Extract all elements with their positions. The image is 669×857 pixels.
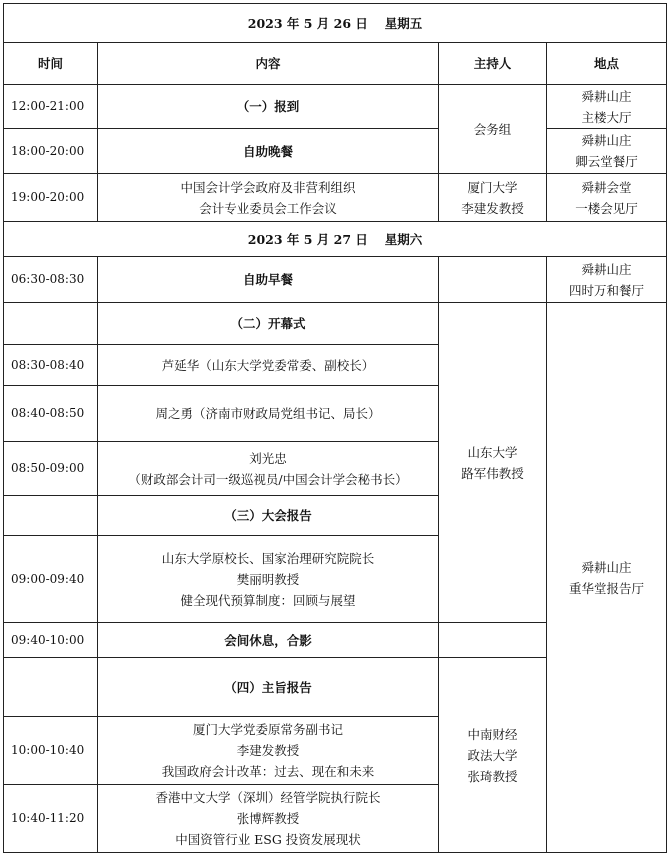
section-title-opening: （二）开幕式 [98,303,439,345]
schedule-table [3,3,667,853]
host-cell [439,658,547,853]
content-line: 厦门大学党委原常务副书记 [192,722,343,737]
time-cell: 10:40-11:20 [4,785,98,853]
col-header-host: 主持人 [439,43,547,85]
location-line: 舜耕山庄 [581,133,632,148]
location-cell [547,174,667,222]
table-row [4,85,667,129]
content-line: 我国政府会计改革：过去、现在和未来 [161,764,375,779]
content-line: 中国资管行业 ESG 投资发展现状 [175,832,361,847]
location-cell [547,129,667,174]
time-cell: 08:40-08:50 [4,386,98,442]
location-line: 舜耕山庄 [581,88,632,104]
time-cell [4,496,98,536]
day1-header: 2023 年 5 月 26 日 星期五 [4,4,667,43]
location-line: 主楼大厅 [581,109,632,125]
host-line: 路军伟教授 [461,465,524,481]
time-cell: 08:50-09:00 [4,442,98,496]
content-cell [98,785,439,853]
content-cell [98,442,439,496]
section-row [4,303,667,345]
time-cell: 06:30-08:30 [4,257,98,303]
location-line: 一楼会见厅 [575,200,638,216]
content-cell: 周之勇（济南市财政局党组书记、局长） [98,386,439,442]
location-line: 舜耕会堂 [581,179,632,195]
host-line: 政法大学 [467,747,518,763]
content-cell [98,174,439,222]
location-cell [547,85,667,129]
host-cell [439,257,547,303]
col-header-time: 时间 [4,43,98,85]
table-row [4,257,667,303]
content-cell: 芦延华（山东大学党委常委、副校长） [98,345,439,386]
content-cell: 自助早餐 [98,257,439,303]
location-cell [547,257,667,303]
host-cell [439,623,547,658]
time-cell: 18:00-20:00 [4,129,98,174]
content-line: 樊丽明教授 [236,571,300,587]
content-cell: 自助晚餐 [98,129,439,174]
host-cell [439,174,547,222]
time-cell: 12:00-21:00 [4,85,98,129]
location-line: 重华堂报告厅 [568,580,644,596]
time-cell [4,658,98,717]
table-row [4,129,667,174]
location-line: 舜耕山庄 [581,559,632,575]
content-cell: 会间休息，合影 [98,623,439,658]
content-line: 中国会计学会政府及非营利组织 [180,179,356,195]
content-line: 香港中文大学（深圳）经管学院执行院长 [155,790,381,805]
time-cell: 10:00-10:40 [4,717,98,785]
table-row [4,174,667,222]
time-cell [4,303,98,345]
col-header-location: 地点 [547,43,667,85]
host-line: 中南财经 [467,726,518,742]
host-cell: 会务组 [439,85,547,174]
content-cell [98,536,439,623]
location-line: 卿云堂餐厅 [575,154,638,169]
day2-header-row [4,222,667,257]
host-line: 张琦教授 [467,768,518,784]
time-cell: 09:00-09:40 [4,536,98,623]
col-header-content: 内容 [98,43,439,85]
content-cell [98,717,439,785]
section-title-keynote: （四）主旨报告 [98,658,439,717]
section-title-plenary: （三）大会报告 [98,496,439,536]
content-cell: （一）报到 [98,85,439,129]
content-line: 张博辉教授 [236,811,300,826]
time-cell: 19:00-20:00 [4,174,98,222]
location-line: 舜耕山庄 [581,261,632,277]
content-line: 会计专业委员会工作会议 [199,200,337,216]
host-cell [439,303,547,623]
content-line: 健全现代预算制度：回顾与展望 [180,592,356,608]
column-header-row [4,43,667,85]
location-cell [547,303,667,853]
content-line: 山东大学原校长、国家治理研究院院长 [161,550,375,566]
host-line: 厦门大学 [467,179,518,195]
content-line: 李建发教授 [236,743,300,758]
day2-header: 2023 年 5 月 27 日 星期六 [4,222,667,257]
time-cell: 08:30-08:40 [4,345,98,386]
location-line: 四时万和餐厅 [568,282,644,298]
content-line: 刘光忠 [249,450,287,466]
day1-header-row [4,4,667,43]
content-line: （财政部会计司一级巡视员/中国会计学会秘书长） [128,471,408,487]
host-line: 李建发教授 [461,200,524,216]
host-line: 山东大学 [467,444,518,460]
time-cell: 09:40-10:00 [4,623,98,658]
